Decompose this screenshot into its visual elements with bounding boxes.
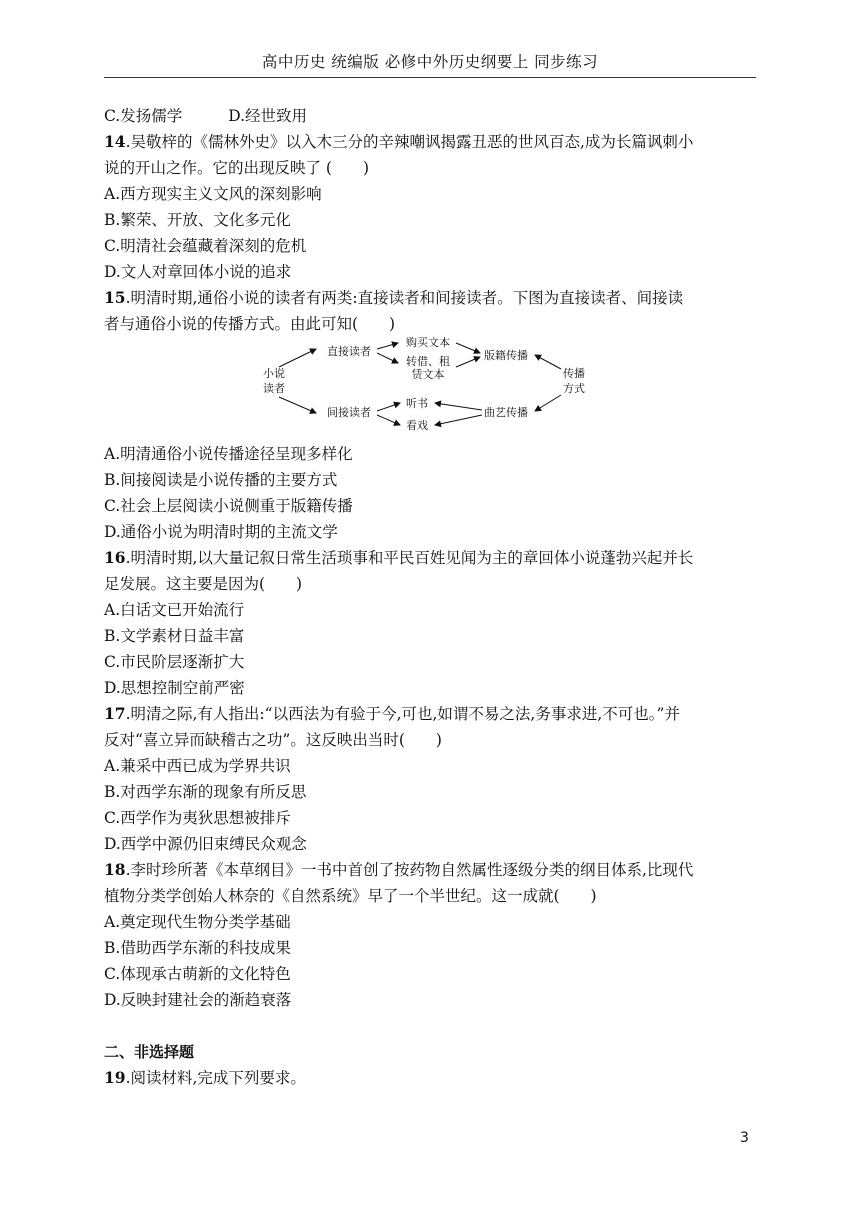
header-divider: [104, 77, 756, 78]
question-17-stem-line-2: 反对“喜立异而缺稽古之功”。这反映出当时( ): [104, 731, 442, 749]
question-15-option-d: D.通俗小说为明清时期的主流文学: [104, 523, 338, 541]
question-16-stem-line-1: 16.明清时期,以大量记叙日常生活琐事和平民百姓见闻为主的章回体小说蓬勃兴起并长: [104, 548, 694, 567]
question-18-number: 18: [104, 860, 126, 879]
diagram-listen: 听书: [406, 397, 428, 410]
option-c-13: C.发扬儒学: [104, 107, 183, 125]
question-14-stem-line-1: 14.吴敬梓的《儒林外史》以入木三分的辛辣嘲讽揭露丑恶的世风百态,成为长篇讽刺小: [104, 132, 694, 151]
question-15-number: 15: [104, 288, 126, 307]
question-14-number: 14: [104, 132, 126, 151]
question-15-option-a: A.明清通俗小说传播途径呈现多样化: [104, 445, 353, 463]
section-spacer: [104, 1013, 756, 1039]
question-18-stem-line-1: 18.李时珍所著《本草纲目》一书中首创了按药物自然属性逐级分类的纲目体系,比现代: [104, 860, 694, 879]
question-19-stem: 19.阅读材料,完成下列要求。: [104, 1068, 306, 1087]
question-14-option-b: B.繁荣、开放、文化多元化: [104, 211, 291, 229]
arrow-reader-to-direct: [279, 349, 316, 367]
section-2-title: 二、非选择题: [104, 1043, 195, 1061]
question-18-option-d: D.反映封建社会的渐趋衰落: [104, 991, 292, 1009]
question-15-option-b: B.间接阅读是小说传播的主要方式: [104, 471, 338, 489]
arrow-performance-to-watch: [435, 415, 482, 425]
diagram-reader-label-2: 读者: [263, 382, 285, 395]
page-header-title: 高中历史 统编版 必修中外历史纲要上 同步练习: [261, 53, 599, 71]
question-14-option-c: C.明清社会蕴藏着深刻的危机: [104, 237, 307, 255]
options-row-13: [104, 103, 756, 129]
arrow-reader-to-indirect: [279, 397, 316, 413]
propagation-diagram-svg: [104, 337, 756, 441]
diagram-performance-propagation: 曲艺传播: [484, 406, 528, 419]
diagram-borrow-text-1: 转借、租: [406, 355, 450, 368]
question-14-option-d: D.文人对章回体小说的追求: [104, 263, 292, 281]
document-body: [104, 103, 756, 1091]
question-17-number: 17: [104, 704, 126, 723]
propagation-diagram: [104, 337, 756, 441]
question-18-option-a: A.奠定现代生物分类学基础: [104, 913, 291, 931]
diagram-reader-label-1: 小说: [263, 367, 285, 380]
diagram-method-label-1: 传播: [563, 367, 585, 380]
question-18-option-b: B.借助西学东渐的科技成果: [104, 939, 291, 957]
question-17-option-c: C.西学作为夷狄思想被排斥: [104, 809, 291, 827]
page-number: 3: [740, 1130, 749, 1146]
option-d-13: D.经世致用: [228, 107, 308, 125]
diagram-buy-text: 购买文本: [406, 337, 450, 349]
arrow-method-to-performance: [535, 395, 561, 411]
diagram-borrow-text-2: 赁文本: [411, 368, 445, 381]
question-16-option-d: D.思想控制空前严密: [104, 679, 245, 697]
arrow-buy-to-print: [456, 343, 480, 353]
question-17-option-b: B.对西学东渐的现象有所反思: [104, 783, 307, 801]
arrow-indirect-to-listen: [377, 403, 400, 411]
question-18-stem-line-2: 植物分类学创始人林奈的《自然系统》早了一个半世纪。这一成就( ): [104, 887, 597, 905]
question-14-stem-line-2: 说的开山之作。它的出现反映了 ( ): [104, 159, 370, 177]
question-17-option-d: D.西学中源仍旧束缚民众观念: [104, 835, 307, 853]
question-15-stem-line-2: 者与通俗小说的传播方式。由此可知( ): [104, 315, 396, 333]
arrow-direct-to-buy: [377, 343, 398, 349]
diagram-direct-reader: 直接读者: [327, 345, 371, 358]
diagram-method-label-2: 方式: [563, 382, 585, 395]
question-15-option-c: C.社会上层阅读小说侧重于版籍传播: [104, 497, 353, 515]
question-19-number: 19: [104, 1068, 126, 1087]
question-15-stem-line-1: 15.明清时期,通俗小说的读者有两类:直接读者和间接读者。下图为直接读者、间接读: [104, 288, 684, 307]
question-16-option-a: A.白话文已开始流行: [104, 601, 245, 619]
diagram-indirect-reader: 间接读者: [327, 406, 371, 419]
arrow-indirect-to-watch: [377, 415, 400, 425]
question-16-stem-line-2: 足发展。这主要是因为( ): [104, 575, 303, 593]
arrow-performance-to-listen: [435, 403, 482, 410]
arrow-borrow-to-print: [456, 357, 480, 367]
question-16-option-b: B.文学素材日益丰富: [104, 627, 245, 645]
diagram-print-propagation: 版籍传播: [484, 349, 528, 362]
question-16-option-c: C.市民阶层逐渐扩大: [104, 653, 245, 671]
question-18-option-c: C.体现承古萌新的文化特色: [104, 965, 291, 983]
question-14-option-a: A.西方现实主义文风的深刻影响: [104, 185, 322, 203]
question-17-stem-line-1: 17.明清之际,有人指出:“以西法为有验于今,可也,如谓不易之法,务事求进,不可也。”并: [104, 704, 680, 723]
arrow-direct-to-borrow: [377, 353, 398, 363]
diagram-watch: 看戏: [406, 419, 428, 432]
question-17-option-a: A.兼采中西已成为学界共识: [104, 757, 291, 775]
arrow-method-to-print: [535, 355, 561, 369]
question-16-number: 16: [104, 548, 126, 567]
